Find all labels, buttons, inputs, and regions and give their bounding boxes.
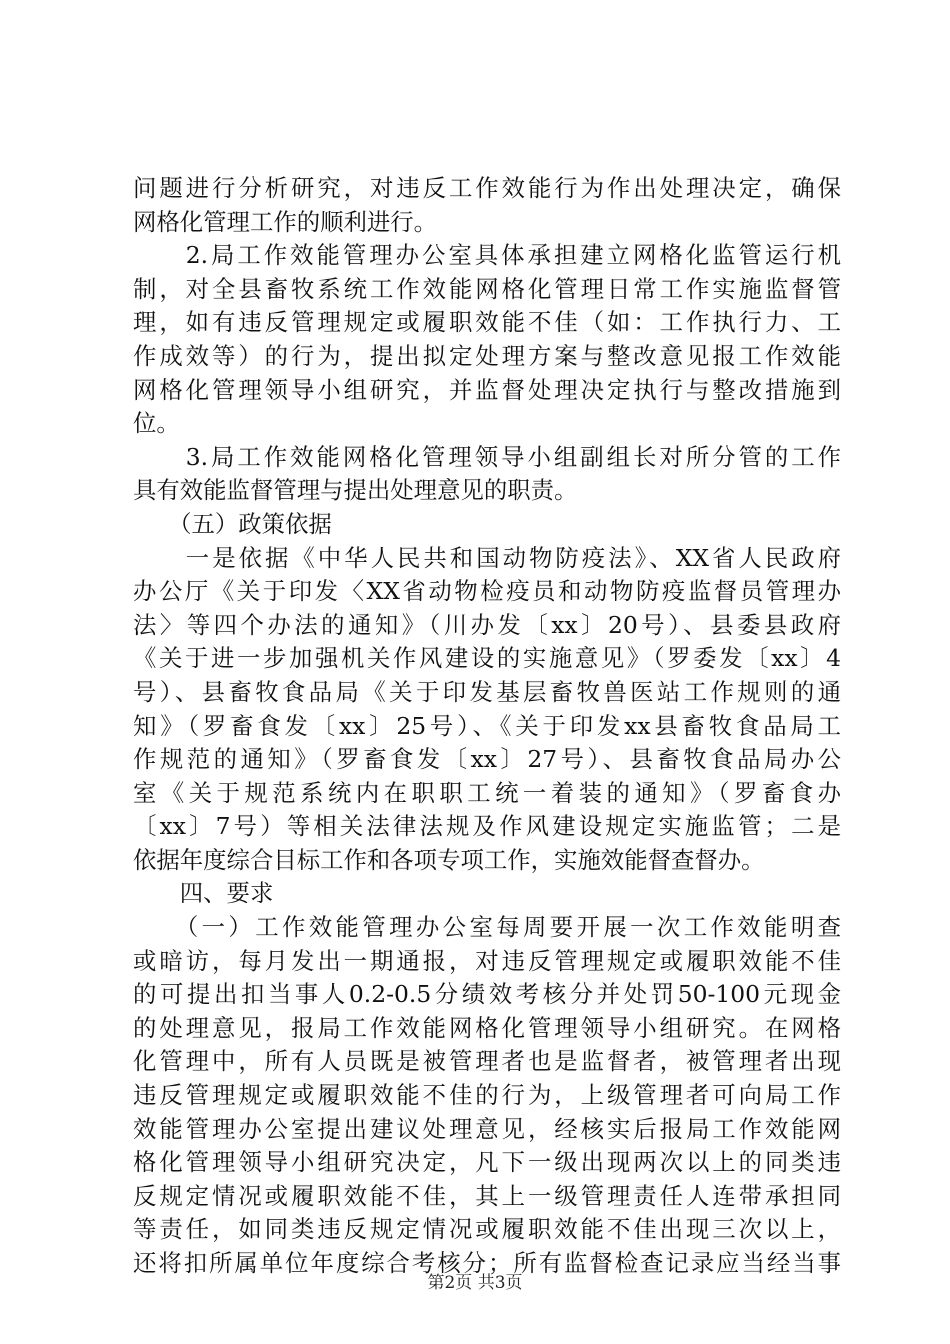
text-line: 法〉等四个办法的通知》（川办发〔xx〕20号）、县委县政府 [133, 610, 841, 639]
text-line: 反规定情况或履职效能不佳，其上一级管理责任人连带承担同 [133, 1181, 841, 1210]
text-line: 四、要求 [133, 879, 274, 908]
text-line: 网格化管理领导小组研究，并监督处理决定执行与整改措施到 [133, 375, 841, 404]
text-line: 位。 [133, 409, 180, 438]
text-line: 格化管理领导小组研究决定，凡下一级出现两次以上的同类违 [133, 1148, 841, 1177]
text-line: 或暗访，每月发出一期通报，对违反管理规定或履职效能不佳 [133, 946, 841, 975]
text-line: 一是依据《中华人民共和国动物防疫法》、XX省人民政府 [133, 543, 841, 572]
text-line: 室《关于规范系统内在职职工统一着装的通知》（罗畜食办 [133, 778, 841, 807]
text-line: 《关于进一步加强机关作风建设的实施意见》（罗委发〔xx〕4 [133, 644, 841, 673]
text-line: 知》（罗畜食发〔xx〕25号）、《关于印发xx县畜牧食品局工 [133, 711, 841, 740]
text-line: 制，对全县畜牧系统工作效能网格化管理日常工作实施监督管 [133, 274, 841, 303]
text-line: 依据年度综合目标工作和各项专项工作，实施效能督查督办。 [133, 845, 765, 874]
text-line: 办公厅《关于印发〈XX省动物检疫员和动物防疫监督员管理办 [133, 577, 841, 606]
text-line: 理，如有违反管理规定或履职效能不佳（如：工作执行力、工 [133, 308, 841, 337]
text-line: 号）、县畜牧食品局《关于印发基层畜牧兽医站工作规则的通 [133, 677, 841, 706]
text-line: 作规范的通知》（罗畜食发〔xx〕27号）、县畜牧食品局办公 [133, 745, 841, 774]
text-line: 的可提出扣当事人0.2-0.5分绩效考核分并处罚50-100元现金 [133, 980, 841, 1009]
text-line: （一）工作效能管理办公室每周要开展一次工作效能明查 [133, 913, 841, 942]
text-line: 问题进行分析研究，对违反工作效能行为作出处理决定，确保 [133, 174, 841, 202]
text-line: 违反管理规定或履职效能不佳的行为，上级管理者可向局工作 [133, 1081, 841, 1110]
text-line: 还将扣所属单位年度综合考核分；所有监督检查记录应当经当事 [133, 1249, 841, 1277]
text-line: 的处理意见，报局工作效能网格化管理领导小组研究。在网格 [133, 1013, 841, 1042]
text-line: 〔xx〕7号）等相关法律法规及作风建设规定实施监管；二是 [133, 812, 841, 841]
text-line: 作成效等）的行为，提出拟定处理方案与整改意见报工作效能 [133, 341, 841, 370]
document-body [133, 172, 841, 1281]
page-footer: 第2页 共3页 [427, 1273, 523, 1293]
text-line: 等责任，如同类违反规定情况或履职效能不佳出现三次以上， [133, 1215, 841, 1244]
text-line: （五）政策依据 [133, 509, 332, 538]
text-line: 效能管理办公室提出建议处理意见，经核实后报局工作效能网 [133, 1114, 841, 1143]
text-line: 化管理中，所有人员既是被管理者也是监督者，被管理者出现 [133, 1047, 841, 1076]
text-line: 3.局工作效能网格化管理领导小组副组长对所分管的工作 [133, 442, 841, 471]
text-line: 网格化管理工作的顺利进行。 [133, 207, 438, 236]
text-line: 具有效能监督管理与提出处理意见的职责。 [133, 476, 578, 505]
text-line: 2.局工作效能管理办公室具体承担建立网格化监管运行机 [133, 241, 841, 270]
